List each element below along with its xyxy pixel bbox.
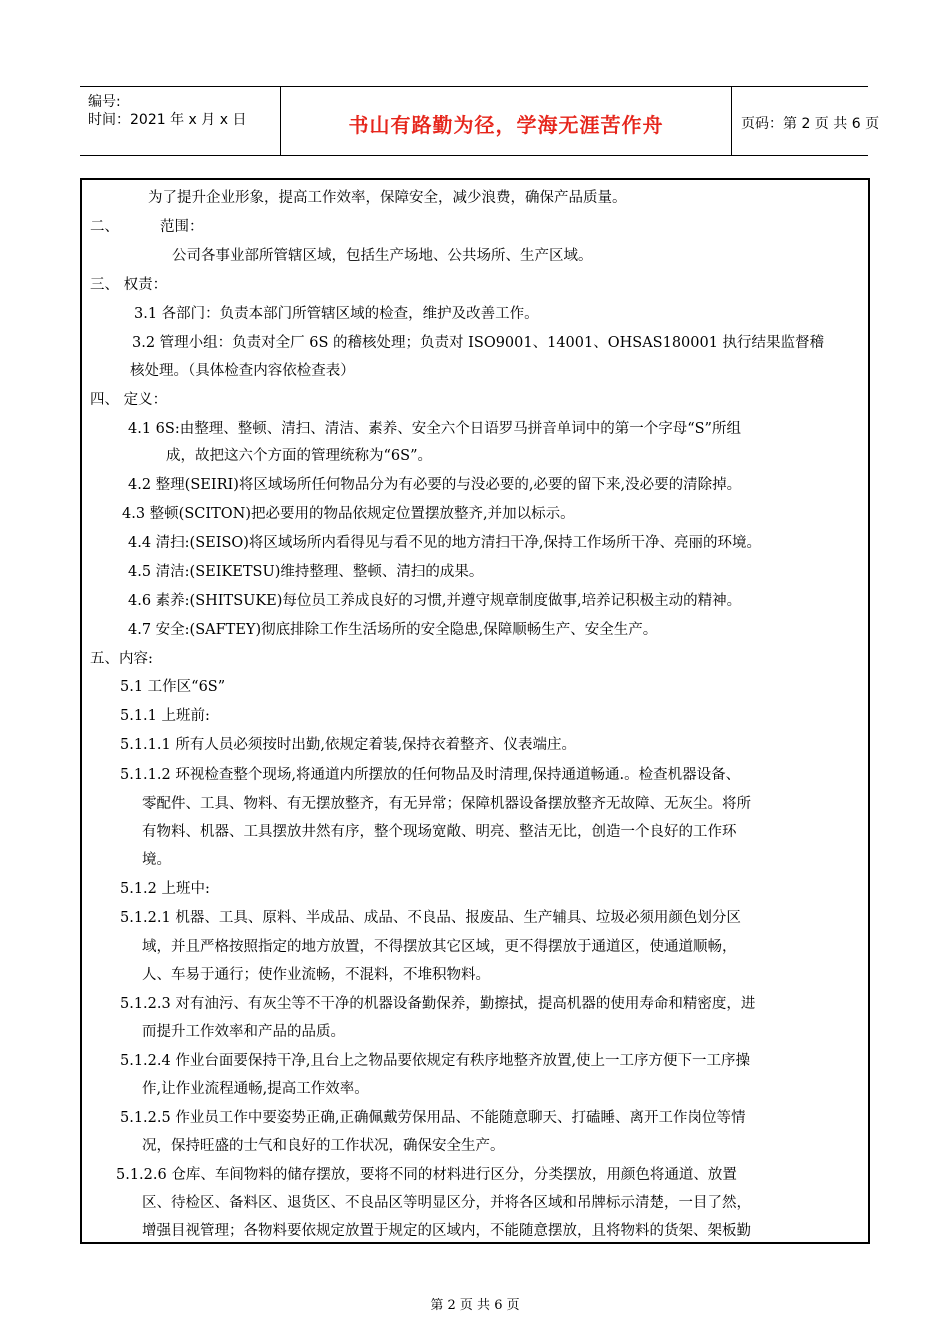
text-line: 4.6 素养:(SHITSUKE)每位员工养成良好的习惯,并遵守规章制度做事,培养记积极主动的精神。 <box>128 593 742 609</box>
text-line: 区、待检区、备料区、退货区、不良品区等明显区分，并将各区域和吊牌标示清楚，一目了然， <box>142 1195 751 1211</box>
text-line: 公司各事业部所管辖区域，包括生产场地、公共场所、生产区域。 <box>172 248 593 264</box>
document-time: 时间：2021 年 x 月 x 日 <box>88 112 247 128</box>
text-line: 5.1.2.1 机器、工具、原料、半成品、成品、不良品、报废品、生产辅具、垃圾必须用颜色划分区 <box>120 910 741 926</box>
text-line: 4.7 安全:(SAFTEY)彻底排除工作生活场所的安全隐患,保障顺畅生产、安全生产。 <box>128 622 658 638</box>
content-box <box>80 178 870 1244</box>
page-indicator: 页码：第 2 页 共 6 页 <box>741 116 880 132</box>
text-line: 5.1.2.5 作业员工作中要姿势正确,正确佩戴劳保用品、不能随意聊天、打磕睡、离开工作岗位等情 <box>120 1110 746 1126</box>
section-heading: 四、 定义： <box>90 392 168 408</box>
header-page-cell <box>731 87 880 155</box>
page-footer: 第 2 页 共 6 页 <box>430 1298 520 1313</box>
text-line: 有物料、机器、工具摆放井然有序，整个现场宽敞、明亮、整洁无比，创造一个良好的工作环 <box>142 824 737 840</box>
motto: 书山有路勤为径，学海无涯苦作舟 <box>348 113 664 137</box>
text-line: 4.5 清洁:(SEIKETSU)维持整理、整顿、清扫的成果。 <box>128 564 484 580</box>
header-motto-cell <box>280 87 732 155</box>
page-header <box>80 86 880 156</box>
subsection-heading: 5.1.1 上班前: <box>120 708 210 724</box>
text-line: 核处理。（具体检查内容依检查表） <box>130 363 355 379</box>
subsection-heading: 5.1 工作区“6S” <box>120 679 226 695</box>
document-number: 编号: <box>88 94 121 110</box>
header-meta-cell <box>80 87 280 155</box>
section-heading: 五、内容: <box>90 651 153 667</box>
text-line: 况，保持旺盛的士气和良好的工作状况，确保安全生产。 <box>142 1138 505 1154</box>
text-line: 境。 <box>142 852 171 868</box>
text-line: 5.1.2.4 作业台面要保持干净,且台上之物品要依规定有秩序地整齐放置,使上一工序方便下一工序操 <box>120 1053 751 1069</box>
text-line: 增强目视管理；各物料要依规定放置于规定的区域内，不能随意摆放，且将物料的货架、架板勤 <box>142 1223 751 1239</box>
text-line: 为了提升企业形象，提高工作效率，保障安全，减少浪费，确保产品质量。 <box>148 190 627 206</box>
text-line: 3.1 各部门：负责本部门所管辖区域的检查，维护及改善工作。 <box>134 306 539 322</box>
section-heading: 三、 权责： <box>90 277 168 293</box>
text-line: 5.1.2.6 仓库、车间物料的储存摆放，要将不同的材料进行区分，分类摆放，用颜色将通道、放置 <box>116 1167 737 1183</box>
text-line: 成，故把这六个方面的管理统称为“6S”。 <box>166 448 432 464</box>
text-line: 3.2 管理小组：负责对全厂 6S 的稽核处理；负责对 ISO9001、14001、OHSAS180001 执行结果监督稽 <box>132 335 825 351</box>
text-line: 4.4 清扫:(SEISO)将区域场所内看得见与看不见的地方清扫干净,保持工作场所干净、亮丽的环境。 <box>128 535 762 551</box>
section-number: 二、 <box>90 219 119 235</box>
text-line: 4.1 6S:由整理、整顿、清扫、清洁、素养、安全六个日语罗马拼音单词中的第一个字母“S”所组 <box>128 421 741 437</box>
text-line: 5.1.2.3 对有油污、有灰尘等不干净的机器设备勤保养，勤擦拭，提高机器的使用寿命和精密度，进 <box>120 996 756 1012</box>
text-line: 5.1.1.2 环视检查整个现场,将通道内所摆放的任何物品及时清理,保持通道畅通.。检查机器设备、 <box>120 767 741 783</box>
text-line: 4.2 整理(SEIRI)将区域场所任何物品分为有必要的与没必要的,必要的留下来,没必要的清除掉。 <box>128 477 742 493</box>
text-line: 作,让作业流程通畅,提高工作效率。 <box>142 1081 369 1097</box>
text-line: 4.3 整顿(SCITON)把必要用的物品依规定位置摆放整齐,并加以标示。 <box>122 506 575 522</box>
text-line: 零配件、工具、物料、有无摆放整齐，有无异常；保障机器设备摆放整齐无故障、无灰尘。将所 <box>142 796 751 812</box>
text-line: 而提升工作效率和产品的品质。 <box>142 1024 345 1040</box>
text-line: 5.1.1.1 所有人员必须按时出勤,依规定着装,保持衣着整齐、仪表端庄。 <box>120 737 577 753</box>
subsection-heading: 5.1.2 上班中: <box>120 881 210 897</box>
section-heading: 范围： <box>160 219 204 235</box>
text-line: 域，并且严格按照指定的地方放置，不得摆放其它区域，更不得摆放于通道区，使通道顺畅， <box>142 939 737 955</box>
text-line: 人、车易于通行；使作业流畅，不混料，不堆积物料。 <box>142 967 490 983</box>
